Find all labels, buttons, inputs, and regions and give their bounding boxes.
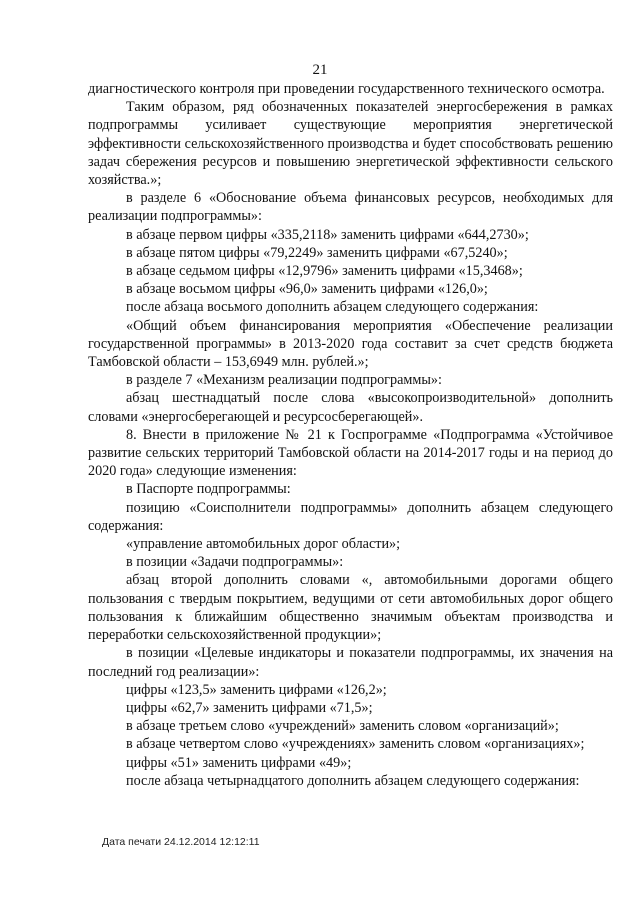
paragraph: в разделе 6 «Обоснование объема финансовых ресурсов, необходимых для реализации подпрограммы»: (88, 190, 613, 225)
paragraph: в абзаце четвертом слово «учреждениях» заменить словом «организациях»; (126, 736, 585, 753)
paragraph: 8. Внести в приложение № 21 к Госпрограмме «Подпрограмма «Устойчивое развитие сельских территорий Тамбовской области на 2014-2017 годы и на период до 2020 года» следующие изменения: (88, 426, 613, 480)
paragraph: в абзаце седьмом цифры «12,9796» заменить цифрами «15,3468»; (126, 263, 523, 280)
paragraph: цифры «51» заменить цифрами «49»; (126, 754, 352, 771)
paragraph: в абзаце первом цифры «335,2118» заменить цифрами «644,2730»; (126, 226, 529, 243)
page-number: 21 (312, 62, 328, 78)
paragraph: в Паспорте подпрограммы: (126, 481, 291, 498)
paragraph: абзац второй дополнить словами «, автомобильными дорогами общего пользования с твердым покрытием, ведущими от сети автомобильных дорог общего пользования к ближайшим общественно значимым объектам производства и переработки сельскохозяйственной продукции»; (88, 572, 613, 644)
paragraph: диагностического контроля при проведении государственного технического осмотра. (88, 81, 605, 97)
paragraph: после абзаца восьмого дополнить абзацем следующего содержания: (126, 299, 539, 316)
paragraph: Таким образом, ряд обозначенных показателей энергосбережения в рамках подпрограммы усиливает существующие мероприятия энергетической эффективности сельскохозяйственного производства и будет способствовать решению задач сбережения ресурсов и повышению энергетической эффективности сельского хозяйства.»; (88, 99, 613, 189)
print-date-footer: Дата печати 24.12.2014 12:12:11 (102, 836, 260, 848)
paragraph: абзац шестнадцатый после слова «высокопроизводительной» дополнить словами «энергосберегающей и ресурсосберегающей». (88, 390, 613, 425)
paragraph: в позиции «Задачи подпрограммы»: (126, 554, 344, 571)
paragraph: в разделе 7 «Механизм реализации подпрограммы»: (126, 372, 442, 389)
paragraph: в абзаце пятом цифры «79,2249» заменить цифрами «67,5240»; (126, 244, 508, 261)
paragraph: в абзаце третьем слово «учреждений» заменить словом «организаций»; (126, 718, 559, 735)
paragraph: в позиции «Целевые индикаторы и показатели подпрограммы, их значения на последний год реализации»: (88, 645, 613, 680)
paragraph: «Общий объем финансирования мероприятия «Обеспечение реализации государственной программы» в 2013-2020 года составит за счет средств бюджета Тамбовской области – 153,6949 млн. рублей.»; (88, 317, 613, 371)
paragraph: «управление автомобильных дорог области»; (126, 536, 401, 553)
paragraph: в абзаце восьмом цифры «96,0» заменить цифрами «126,0»; (126, 281, 488, 298)
paragraph: после абзаца четырнадцатого дополнить абзацем следующего содержания: (126, 772, 580, 789)
paragraph: позицию «Соисполнители подпрограммы» дополнить абзацем следующего содержания: (88, 499, 613, 534)
paragraph: цифры «123,5» заменить цифрами «126,2»; (126, 681, 387, 698)
paragraph: цифры «62,7» заменить цифрами «71,5»; (126, 699, 373, 716)
document-body (88, 80, 613, 790)
